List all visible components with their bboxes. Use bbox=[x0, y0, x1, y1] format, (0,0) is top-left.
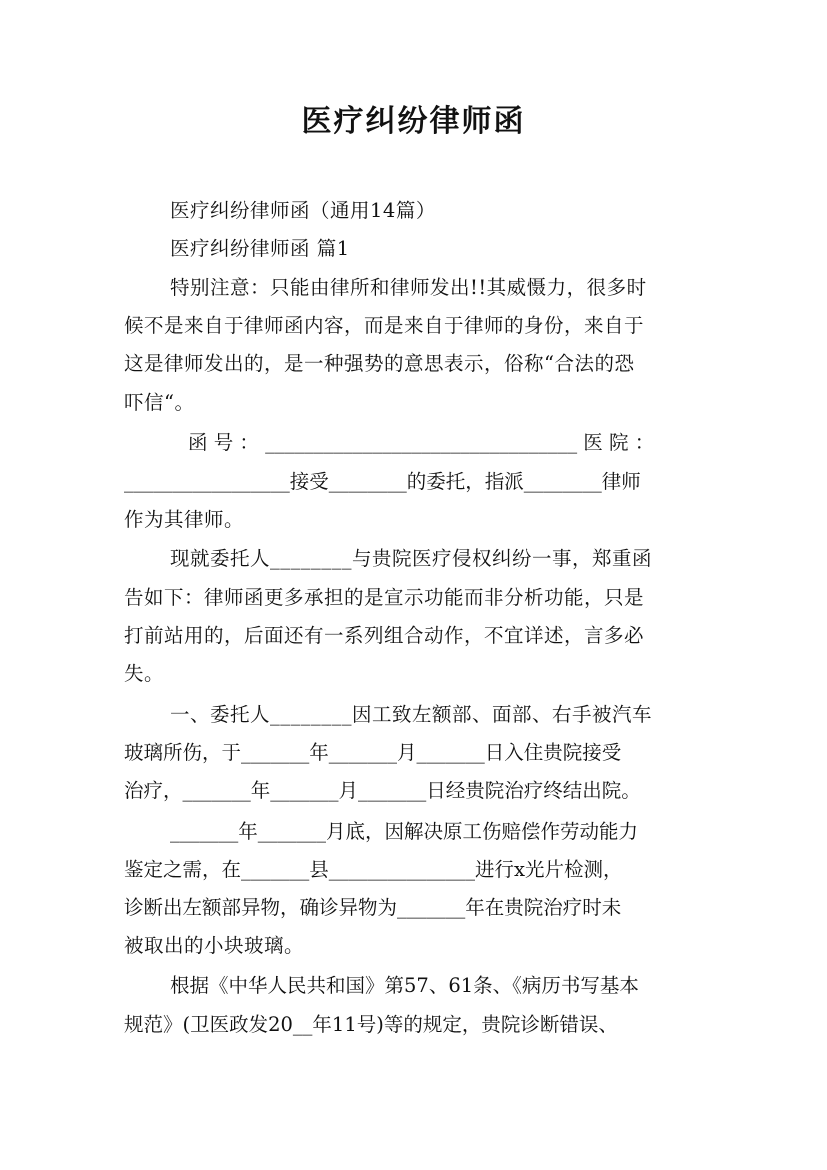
paragraph-line: 失。 bbox=[124, 662, 165, 685]
paragraph-line: 玻璃所伤，于_______年_______月_______日入住贵院接受 bbox=[124, 741, 622, 764]
paragraph-line: 这是律师发出的，是一种强势的意思表示，俗称“合法的恐 bbox=[124, 352, 635, 375]
subtitle-line: 医疗纠纷律师函（通用14篇） bbox=[170, 199, 436, 222]
paragraph-line: 吓信“。 bbox=[124, 391, 195, 414]
paragraph-line: 根据《中华人民共和国》第57、61条、《病历书写基本 bbox=[170, 974, 639, 997]
section-heading: 医疗纠纷律师函 篇1 bbox=[170, 237, 350, 260]
document-title: 医疗纠纷律师函 bbox=[301, 104, 526, 139]
paragraph-line: 特别注意：只能由律所和律师发出!!其威慑力，很多时 bbox=[170, 276, 647, 299]
paragraph-line: 一、委托人________因工致左额部、面部、右手被汽车 bbox=[170, 703, 653, 726]
paragraph-line: 鉴定之需，在_______县_______________进行x光片检测， bbox=[124, 858, 623, 881]
paragraph-line: 告如下：律师函更多承担的是宣示功能而非分析功能，只是 bbox=[124, 586, 645, 609]
paragraph-line: 诊断出左额部异物，确诊异物为_______年在贵院治疗时未 bbox=[124, 896, 622, 919]
paragraph-line: _________________接受________的委托，指派________律师 bbox=[124, 470, 641, 493]
paragraph-line: 治疗，_______年_______月_______日经贵院治疗终结出院。 bbox=[124, 779, 641, 802]
paragraph-line: _______年_______月底，因解决原工伤赔偿作劳动能力 bbox=[170, 820, 639, 843]
paragraph-line: 作为其律师。 bbox=[124, 508, 245, 531]
paragraph-line: 函 号 ： ________________________________ 医 院 ： bbox=[188, 431, 655, 454]
paragraph-line: 候不是来自于律师函内容，而是来自于律师的身份，来自于 bbox=[124, 314, 645, 337]
paragraph-line: 现就委托人________与贵院医疗侵权纠纷一事，郑重函 bbox=[170, 547, 653, 570]
paragraph-line: 被取出的小块玻璃。 bbox=[124, 934, 305, 957]
paragraph-line: 打前站用的，后面还有一系列组合动作，不宜详述，言多必 bbox=[124, 624, 645, 647]
paragraph-line: 规范》(卫医政发20__年11号)等的规定，贵院诊断错误、 bbox=[124, 1013, 618, 1036]
